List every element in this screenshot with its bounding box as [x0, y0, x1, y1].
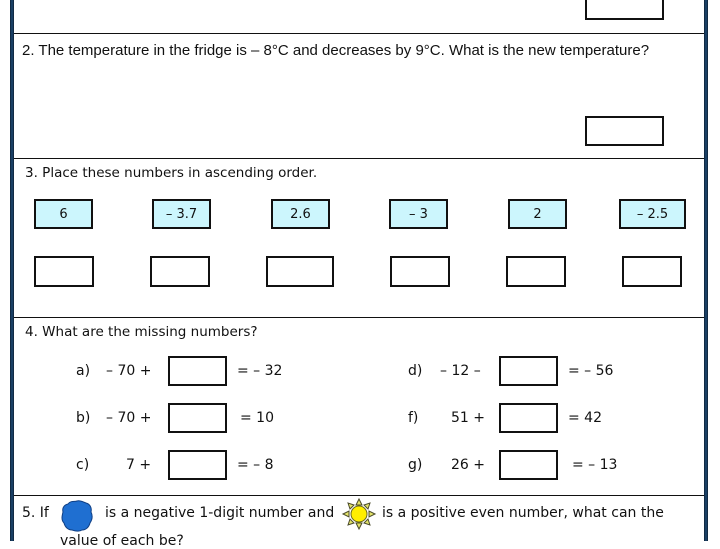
q3-answer-box-3[interactable]: [266, 256, 334, 287]
q4-label-f: f): [408, 410, 419, 426]
q3-text: 3. Place these numbers in ascending order.: [25, 165, 318, 181]
q4-result-f: = 42: [568, 410, 602, 426]
q4-answer-box-d[interactable]: [499, 356, 558, 386]
q3-answer-box-6[interactable]: [622, 256, 682, 287]
divider: [14, 495, 704, 496]
q4-label-c: c): [76, 457, 90, 473]
divider: [14, 158, 704, 159]
sun-icon: [341, 498, 377, 530]
q4-result-b: = 10: [240, 410, 274, 426]
q5-prefix: 5. If: [22, 505, 49, 521]
q4-answer-box-c[interactable]: [168, 450, 227, 480]
q3-answer-box-4[interactable]: [390, 256, 450, 287]
q4-label-d: d): [408, 363, 423, 379]
left-border: [10, 0, 14, 541]
q4-left-d: – 12 –: [440, 363, 481, 379]
q4-left-g: 26 +: [451, 457, 485, 473]
q5-line2-clipped: [14, 533, 704, 549]
q2-answer-box[interactable]: [585, 116, 664, 146]
q4-answer-box-a[interactable]: [168, 356, 227, 386]
q4-left-b: – 70 +: [106, 410, 152, 426]
q4-answer-box-b[interactable]: [168, 403, 227, 433]
number-card: – 3: [389, 199, 448, 229]
q5-middle: is a negative 1-digit number and: [105, 505, 335, 521]
q4-answer-box-f[interactable]: [499, 403, 558, 433]
q4-answer-box-g[interactable]: [499, 450, 558, 480]
q5-line2: value of each be?: [60, 533, 184, 549]
q4-label-b: b): [76, 410, 91, 426]
number-card: – 3.7: [152, 199, 211, 229]
q4-text: 4. What are the missing numbers?: [25, 324, 258, 340]
q4-left-c: 7 +: [126, 457, 152, 473]
number-card: 2.6: [271, 199, 330, 229]
q3-answer-box-1[interactable]: [34, 256, 94, 287]
q5-suffix: is a positive even number, what can the: [382, 505, 664, 521]
q4-result-c: = – 8: [237, 457, 274, 473]
q4-result-a: = – 32: [237, 363, 283, 379]
q4-result-d: = – 56: [568, 363, 614, 379]
divider: [14, 33, 704, 34]
divider: [14, 317, 704, 318]
q4-left-f: 51 +: [451, 410, 485, 426]
q1-answer-box[interactable]: [585, 0, 664, 20]
blue-blob-icon: [60, 499, 94, 533]
q4-label-g: g): [408, 457, 423, 473]
number-card: 2: [508, 199, 567, 229]
number-card: – 2.5: [619, 199, 686, 229]
q4-left-a: – 70 +: [106, 363, 152, 379]
q2-text: 2. The temperature in the fridge is – 8°C and decreases by 9°C. What is the new temperature?: [22, 42, 650, 59]
q3-answer-box-2[interactable]: [150, 256, 210, 287]
q4-result-g: = – 13: [572, 457, 618, 473]
q3-answer-box-5[interactable]: [506, 256, 566, 287]
right-border: [704, 0, 708, 541]
number-card: 6: [34, 199, 93, 229]
q4-label-a: a): [76, 363, 91, 379]
